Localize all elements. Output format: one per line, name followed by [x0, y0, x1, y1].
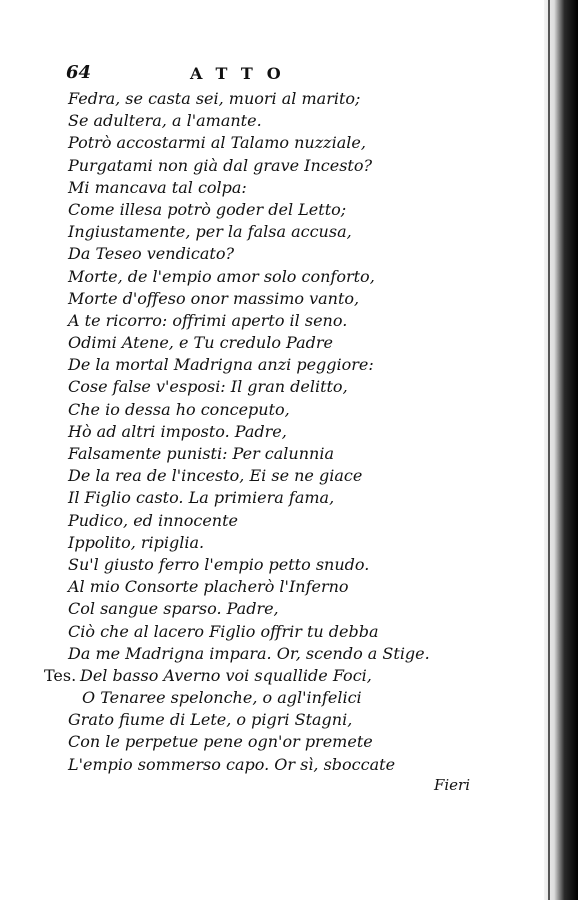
- verse-text: De la rea de l'incesto, Ei se ne giace: [68, 466, 363, 486]
- verse-line: [0, 399, 548, 421]
- verse-line: [0, 132, 548, 154]
- verse-text: Del basso Averno voi squallide Foci,: [80, 665, 372, 685]
- verse-text: Ingiustamente, per la falsa accusa,: [68, 222, 352, 242]
- verse-text: Col sangue sparso. Padre,: [68, 599, 279, 619]
- verse-line: [0, 709, 548, 731]
- verse-line: [0, 288, 548, 310]
- verse-text: Morte d'offeso onor massimo vanto,: [68, 288, 360, 308]
- verse-text: Cose false v'esposi: Il gran delitto,: [68, 377, 348, 397]
- verse-text: Ciò che al lacero Figlio offrir tu debba: [68, 621, 379, 641]
- catchword: Fieri: [433, 776, 470, 794]
- verse-line: [0, 199, 548, 221]
- verse-line: [0, 88, 548, 110]
- verse-line: [0, 643, 548, 665]
- verse-line: [0, 621, 548, 643]
- verse-text: Da Teseo vendicato?: [68, 244, 235, 264]
- verse-line: [0, 510, 548, 532]
- verse-text: Pudico, ed innocente: [68, 510, 238, 530]
- verse-text: Su'l giusto ferro l'empio petto snudo.: [68, 554, 370, 574]
- verse-line: [0, 731, 548, 753]
- verse-line: [0, 310, 548, 332]
- page-number: 64: [66, 62, 92, 83]
- verse-text: Odimi Atene, e Tu credulo Padre: [68, 333, 333, 353]
- verse-line: [0, 754, 548, 776]
- verse-line: [0, 465, 548, 487]
- verse-line: [0, 266, 548, 288]
- verse-line: [0, 221, 548, 243]
- verse-text: Grato fiume di Lete, o pigri Stagni,: [68, 710, 353, 730]
- verse-text: De la mortal Madrigna anzi peggiore:: [68, 355, 374, 375]
- verse-line: [0, 376, 548, 398]
- verse-line: [0, 665, 548, 687]
- verse-text: Da me Madrigna impara. Or, scendo a Stige.: [68, 643, 430, 663]
- verse-line: [0, 598, 548, 620]
- verse-text: O Tenaree spelonche, o agl'infelici: [82, 688, 362, 708]
- verse-line: [0, 177, 548, 199]
- page-edge-line: [548, 0, 550, 900]
- verse-line: [0, 576, 548, 598]
- verse-block: [0, 88, 548, 776]
- verse-text: Con le perpetue pene ogn'or premete: [68, 732, 373, 752]
- verse-line: [0, 110, 548, 132]
- verse-text: A te ricorro: offrimi aperto il seno.: [68, 310, 348, 330]
- verse-line: [0, 354, 548, 376]
- verse-text: Al mio Consorte placherò l'Inferno: [68, 577, 349, 597]
- verse-text: Ippolito, ripiglia.: [68, 532, 205, 552]
- verse-text: Il Figlio casto. La primiera fama,: [68, 488, 335, 508]
- verse-text: Che io dessa ho conceputo,: [68, 399, 290, 419]
- verse-text: Falsamente punisti: Per calunnia: [68, 444, 334, 463]
- verse-text: Potrò accostarmi al Talamo nuzziale,: [68, 133, 366, 153]
- verse-line: [0, 443, 548, 465]
- verse-text: Se adultera, a l'amante.: [68, 111, 262, 131]
- verse-line: [0, 532, 548, 554]
- verse-line: [0, 421, 548, 443]
- verse-line: [0, 487, 548, 509]
- verse-line: [0, 243, 548, 265]
- verse-text: Come illesa potrò goder del Letto;: [68, 199, 347, 219]
- verse-line: [0, 687, 548, 709]
- verse-line: [0, 332, 548, 354]
- verse-text: Hò ad altri imposto. Padre,: [68, 421, 287, 441]
- verse-text: L'empio sommerso capo. Or sì, sboccate: [68, 754, 396, 774]
- running-head: ATTO: [190, 64, 295, 83]
- speaker-label: Tes.: [44, 665, 77, 685]
- verse-text: Morte, de l'empio amor solo conforto,: [68, 266, 375, 286]
- verse-text: Fedra, se casta sei, muori al marito;: [68, 89, 361, 108]
- verse-line: [0, 554, 548, 576]
- verse-text: Purgatami non già dal grave Incesto?: [68, 155, 373, 175]
- verse-text: Mi mancava tal colpa:: [68, 177, 247, 197]
- verse-line: [0, 155, 548, 177]
